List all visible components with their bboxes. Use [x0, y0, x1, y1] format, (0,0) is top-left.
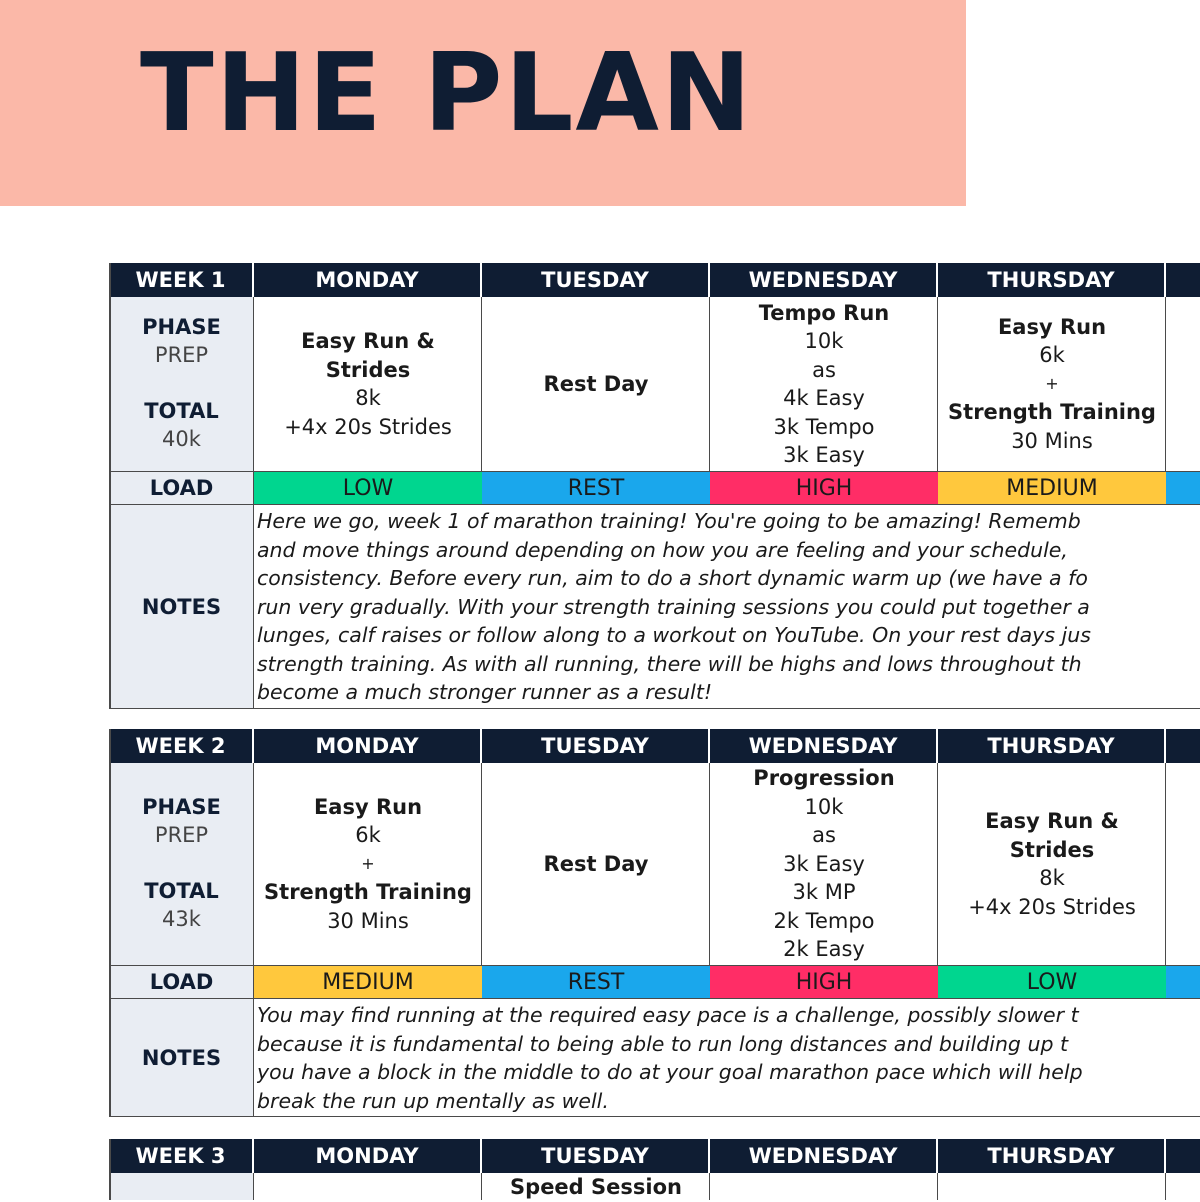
notes-line: become a much stronger runner as a result! — [257, 680, 713, 704]
divider — [109, 263, 111, 709]
notes-text — [257, 507, 1200, 707]
divider — [481, 763, 482, 965]
total-value: 40k — [162, 427, 201, 451]
tuesday-workout — [482, 1173, 710, 1200]
header-monday: MONDAY — [254, 729, 482, 763]
workout-detail: 4k Easy — [783, 386, 865, 410]
load-thursday: MEDIUM — [938, 472, 1166, 504]
notes-text — [257, 1001, 1200, 1115]
header-wednesday: WEDNESDAY — [710, 1139, 938, 1173]
header-wednesday: WEDNESDAY — [710, 729, 938, 763]
workout-title: Strength Training — [264, 880, 472, 905]
load-friday — [1166, 472, 1200, 504]
week-3-header — [109, 1139, 1200, 1173]
wednesday-workout — [710, 297, 938, 471]
notes-line: lunges, calf raises or follow along to a workout on YouTube. On your rest days jus — [257, 623, 1091, 647]
workout-detail: as — [812, 823, 836, 848]
load-wednesday: HIGH — [710, 966, 938, 998]
workout-detail: 3k Easy — [783, 443, 865, 467]
workout-title: Easy Run — [997, 314, 1107, 339]
workout-title: Rest Day — [543, 371, 649, 396]
workout-detail: 10k — [804, 329, 844, 353]
notes-label: NOTES — [109, 999, 254, 1117]
workout-detail: 6k — [355, 823, 381, 848]
notes-label: NOTES — [109, 505, 254, 709]
total-label: TOTAL — [144, 399, 219, 423]
week-label: WEEK 1 — [109, 263, 254, 297]
phase-total-cell — [109, 763, 254, 965]
divider — [1165, 297, 1166, 471]
workout-detail: +4x 20s Strides — [284, 414, 452, 439]
wednesday-workout — [710, 763, 938, 965]
workout-detail: 2k Easy — [783, 937, 865, 962]
divider — [937, 763, 938, 965]
divider — [1165, 1173, 1166, 1200]
header-monday: MONDAY — [254, 263, 482, 297]
page-title: THE PLAN — [140, 31, 754, 156]
header-wednesday: WEDNESDAY — [710, 263, 938, 297]
workout-detail: 3k Tempo — [773, 414, 875, 439]
workout-detail: 8k — [1039, 866, 1065, 890]
header-monday: MONDAY — [254, 1139, 482, 1173]
workout-title: Progression — [753, 766, 895, 791]
divider — [937, 1173, 938, 1200]
workout-detail: 3k Easy — [783, 851, 865, 876]
week-1-table — [109, 263, 1200, 709]
week-label: WEEK 3 — [109, 1139, 254, 1173]
divider — [1165, 763, 1166, 965]
divider — [109, 471, 1200, 472]
divider — [253, 763, 254, 1117]
notes-line: You may find running at the required easy pace is a challenge, possibly slower t — [257, 1003, 1079, 1027]
notes-line: run very gradually. With your strength training sessions you could put together a — [257, 594, 1090, 619]
divider — [109, 998, 1200, 999]
header-thursday: THURSDAY — [938, 729, 1166, 763]
load-monday: MEDIUM — [254, 966, 482, 998]
workout-detail: 6k — [1039, 343, 1065, 368]
load-wednesday: HIGH — [710, 472, 938, 504]
workout-title: Strides — [1009, 837, 1095, 862]
notes-line: break the run up mentally as well. — [257, 1088, 609, 1113]
divider — [937, 297, 938, 471]
week-1-header — [109, 263, 1200, 297]
header-tuesday: TUESDAY — [482, 729, 710, 763]
total-label: TOTAL — [144, 879, 219, 903]
workout-detail: 3k MP — [792, 880, 856, 905]
workout-title: Easy Run & — [985, 809, 1119, 833]
week-3-table — [109, 1139, 1200, 1200]
workout-detail: + — [1045, 373, 1059, 393]
phase-value: PREP — [154, 343, 209, 367]
workout-detail: 30 Mins — [327, 908, 409, 933]
week-2-header — [109, 729, 1200, 763]
notes-line: Here we go, week 1 of marathon training! You're going to be amazing! Rememb — [257, 509, 1081, 533]
divider — [109, 729, 111, 1117]
workout-title: Easy Run — [313, 794, 423, 819]
header-thursday: THURSDAY — [938, 1139, 1166, 1173]
divider — [253, 297, 254, 709]
workout-detail: as — [812, 357, 836, 382]
notes-line: you have a block in the middle to do at your goal marathon pace which will help — [257, 1060, 1083, 1084]
title-banner — [0, 0, 966, 206]
workout-detail: 2k Tempo — [773, 908, 875, 933]
divider — [109, 708, 1200, 709]
divider — [709, 763, 710, 965]
week-label: WEEK 2 — [109, 729, 254, 763]
divider — [253, 1173, 254, 1200]
week-2-table — [109, 729, 1200, 1117]
phase-total-cell — [109, 1173, 254, 1200]
header-thursday: THURSDAY — [938, 263, 1166, 297]
divider — [709, 297, 710, 471]
divider — [709, 1173, 710, 1200]
workout-title: Strides — [325, 357, 411, 382]
notes-line: strength training. As with all running, there will be highs and lows throughout th — [257, 651, 1082, 676]
workout-detail: 30 Mins — [1011, 428, 1093, 453]
notes-line: consistency. Before every run, aim to do a short dynamic warm up (we have a fo — [257, 566, 1088, 590]
load-friday — [1166, 966, 1200, 998]
divider — [109, 965, 1200, 966]
divider — [109, 1116, 1200, 1117]
workout-title: Strength Training — [948, 400, 1156, 425]
phase-total-cell — [109, 297, 254, 471]
divider — [109, 504, 1200, 505]
workout-title: Easy Run & — [301, 329, 435, 353]
phase-value: PREP — [154, 823, 209, 847]
tuesday-workout — [482, 763, 710, 965]
monday-workout — [254, 763, 482, 965]
load-tuesday: REST — [482, 472, 710, 504]
workout-detail: 8k — [355, 386, 381, 410]
notes-line: because it is fundamental to being able to run long distances and building up t — [257, 1031, 1069, 1056]
workout-detail: +4x 20s Strides — [968, 894, 1136, 919]
phase-label: PHASE — [142, 795, 221, 819]
thursday-workout — [938, 297, 1166, 471]
thursday-workout — [938, 763, 1166, 965]
monday-workout — [254, 297, 482, 471]
workout-title: Tempo Run — [758, 300, 890, 325]
load-monday: LOW — [254, 472, 482, 504]
divider — [481, 297, 482, 471]
divider — [481, 1173, 482, 1200]
tuesday-workout — [482, 297, 710, 471]
phase-label: PHASE — [142, 315, 221, 339]
header-tuesday: TUESDAY — [482, 263, 710, 297]
load-label: LOAD — [109, 965, 254, 999]
header-tuesday: TUESDAY — [482, 1139, 710, 1173]
load-label: LOAD — [109, 471, 254, 505]
workout-detail: 10k — [804, 794, 844, 819]
notes-line: and move things around depending on how you are feeling and your schedule, — [257, 537, 1068, 562]
divider — [109, 1139, 111, 1200]
workout-detail: + — [361, 853, 375, 873]
workout-title: Rest Day — [543, 851, 649, 876]
total-value: 43k — [162, 907, 201, 931]
load-tuesday: REST — [482, 966, 710, 998]
workout-title: Speed Session — [510, 1175, 682, 1199]
load-thursday: LOW — [938, 966, 1166, 998]
